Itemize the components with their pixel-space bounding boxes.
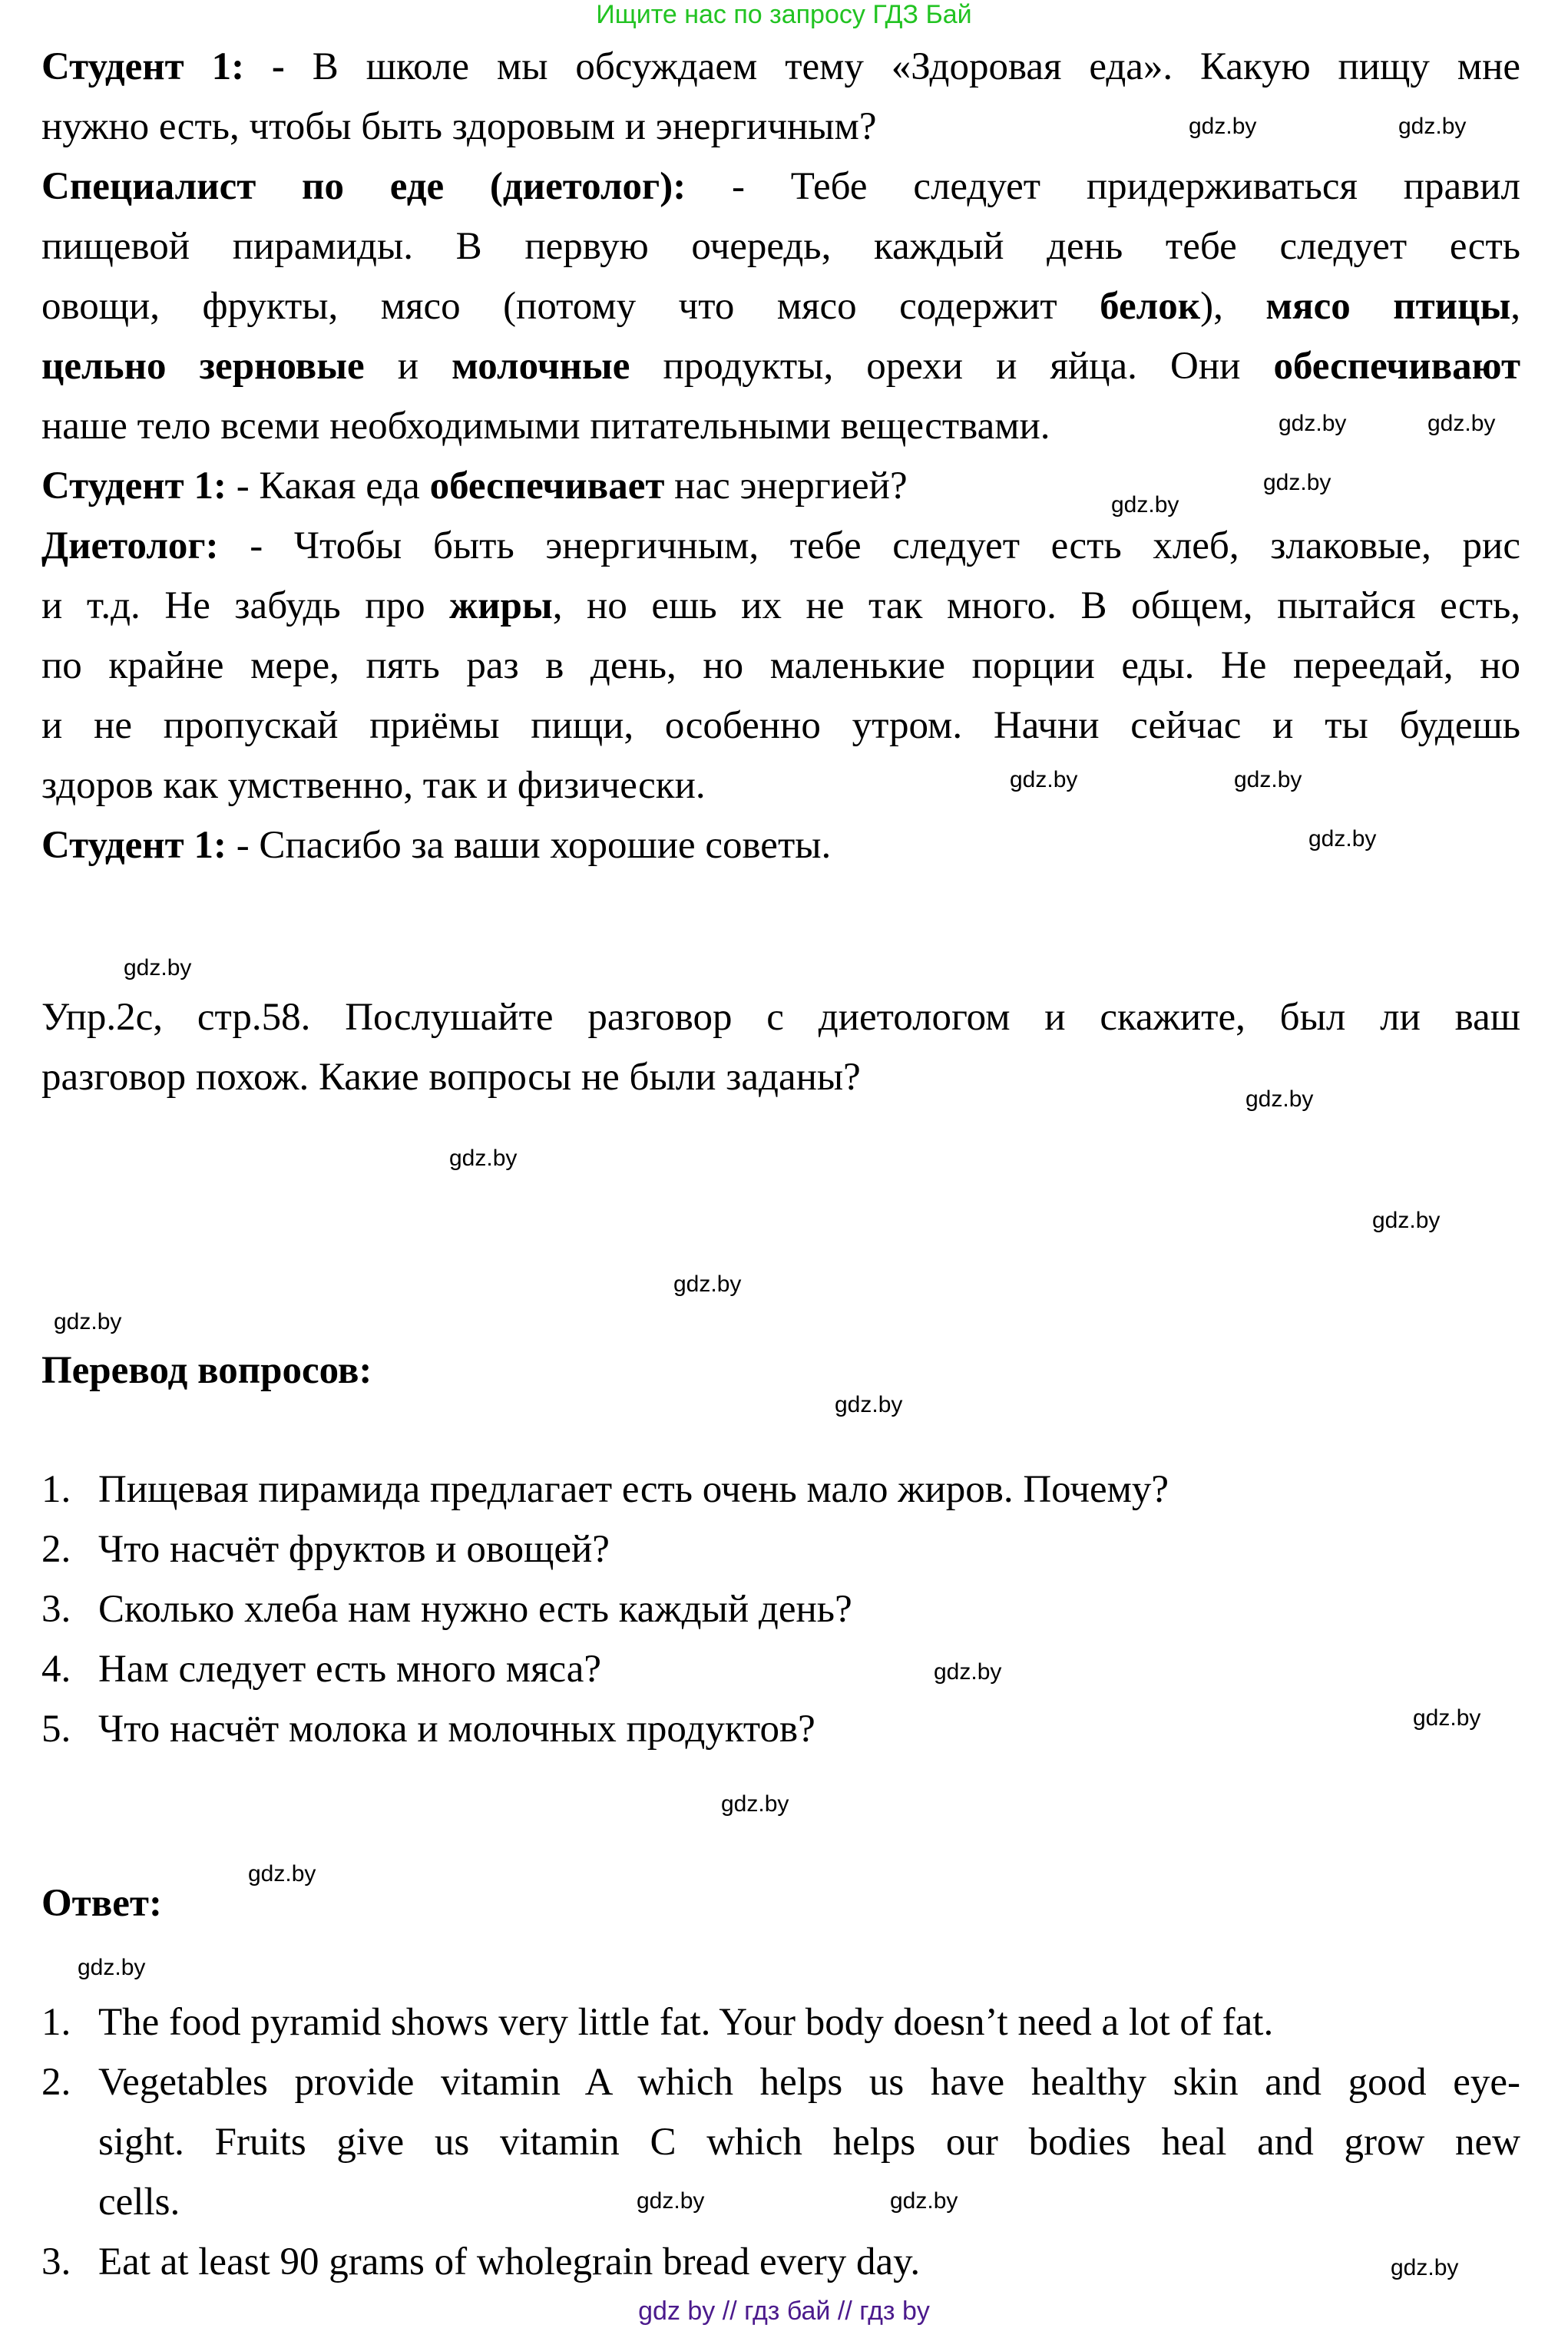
- text-line: [41, 157, 1520, 217]
- watermark-text: gdz.by: [890, 2188, 958, 2214]
- bold-text: Студент 1:: [41, 824, 227, 867]
- bold-text: Диетолог:: [41, 524, 219, 567]
- text-segment: ),: [1200, 285, 1266, 328]
- text-line: [41, 217, 1520, 276]
- text-segment: продукты, орехи и яйца. Они: [630, 345, 1274, 388]
- item-text: sight. Fruits give us vitamin C which helps our bodies heal and grow new: [98, 2121, 1520, 2164]
- watermark-text: gdz.by: [1398, 114, 1467, 139]
- text-line: [41, 987, 1520, 1047]
- text-segment: ,: [1510, 285, 1521, 328]
- answer-item: [41, 2052, 1520, 2232]
- text-segment: овощи, фрукты, мясо (потому что мясо содержит: [41, 285, 1100, 328]
- text-segment: - Тебе следует придерживаться правил: [686, 165, 1520, 208]
- watermark-text: gdz.by: [1308, 826, 1377, 852]
- answers-heading: Ответ:: [41, 1882, 162, 1925]
- text-line: [41, 336, 1520, 396]
- question-item: [41, 1699, 1520, 1759]
- watermark-text: gdz.by: [1010, 767, 1078, 792]
- bold-text: Студент 1:: [41, 465, 227, 508]
- text-segment: здоров как умственно, так и физически.: [41, 764, 706, 807]
- text-line: [41, 516, 1520, 576]
- text-segment: нас энергией?: [664, 465, 908, 508]
- text-segment: и т.д. Не забудь про: [41, 584, 450, 627]
- dialog-text: [41, 37, 1520, 875]
- item-number: 2.: [41, 2061, 71, 2104]
- item-text: Что насчёт молока и молочных продуктов?: [98, 1708, 815, 1751]
- item-text: Пищевая пирамида предлагает есть очень мало жиров. Почему?: [98, 1468, 1169, 1511]
- text-segment: пищевой пирамиды. В первую очередь, каждый день тебе следует есть: [41, 225, 1520, 268]
- questions-section: [41, 1341, 1520, 1400]
- item-text: The food pyramid shows very little fat. Your body doesn’t need a lot of fat.: [98, 2001, 1274, 2044]
- watermark-text: gdz.by: [835, 1392, 903, 1417]
- item-number: 3.: [41, 2240, 71, 2283]
- text-segment: по крайне мере, пять раз в день, но маленькие порции еды. Не переедай, но: [41, 644, 1520, 687]
- bold-text: белок: [1100, 285, 1201, 328]
- answer-item: [41, 2232, 1520, 2292]
- watermark-text: gdz.by: [124, 955, 192, 980]
- item-number: 1.: [41, 2001, 71, 2044]
- text-line: [41, 576, 1520, 636]
- text-segment: - Какая еда: [226, 465, 430, 508]
- watermark-text: gdz.by: [54, 1309, 122, 1334]
- watermark-text: gdz.by: [934, 1659, 1002, 1685]
- item-text: Что насчёт фруктов и овощей?: [98, 1528, 610, 1571]
- bold-text: цельно зерновые: [41, 345, 365, 388]
- answers-list: [41, 1992, 1520, 2292]
- question-item: [41, 1639, 1520, 1699]
- item-text: Сколько хлеба нам нужно есть каждый день?: [98, 1588, 852, 1631]
- text-segment: нужно есть, чтобы быть здоровым и энергичным?: [41, 105, 877, 148]
- watermark-text: gdz.by: [1245, 1086, 1314, 1112]
- site-banner: Ищите нас по запросу ГДЗ Бай: [596, 0, 972, 29]
- item-text: Vegetables provide vitamin A which helps us have healthy skin and good eye-: [98, 2061, 1520, 2104]
- footer-links: gdz by // гдз бай // гдз by: [638, 2297, 930, 2326]
- bold-text: обеспечивает: [429, 465, 665, 508]
- text-segment: - Спасибо за ваши хорошие советы.: [226, 824, 832, 867]
- question-item: [41, 1460, 1520, 1519]
- watermark-text: gdz.by: [78, 1955, 146, 1980]
- questions-heading: Перевод вопросов:: [41, 1349, 372, 1392]
- bold-text: молочные: [452, 345, 630, 388]
- watermark-text: gdz.by: [1391, 2255, 1459, 2280]
- item-number: 3.: [41, 1588, 71, 1631]
- text-segment: , но ешь их не так много. В общем, пытайся есть,: [552, 584, 1520, 627]
- text-segment: Упр.2с, стр.58. Послушайте разговор с диетологом и скажите, был ли ваш: [41, 996, 1520, 1039]
- item-number: 1.: [41, 1468, 71, 1511]
- text-line: [41, 276, 1520, 336]
- text-line: [41, 696, 1520, 756]
- watermark-text: gdz.by: [1413, 1705, 1481, 1731]
- watermark-text: gdz.by: [637, 2188, 705, 2214]
- bold-text: обеспечивают: [1273, 345, 1520, 388]
- text-segment: и не пропускай приёмы пищи, особенно утром. Начни сейчас и ты будешь: [41, 704, 1520, 747]
- watermark-text: gdz.by: [1427, 411, 1496, 436]
- text-line: [41, 636, 1520, 696]
- text-segment: - Чтобы быть энергичным, тебе следует есть хлеб, злаковые, рис: [218, 524, 1520, 567]
- item-text: Нам следует есть много мяса?: [98, 1648, 602, 1691]
- text-segment: и: [364, 345, 452, 388]
- question-item: [41, 1579, 1520, 1639]
- item-number: 4.: [41, 1648, 71, 1691]
- bold-text: Студент 1: -: [41, 45, 285, 88]
- item-text: cells.: [98, 2181, 180, 2224]
- watermark-text: gdz.by: [449, 1146, 518, 1171]
- text-line: [41, 815, 1520, 875]
- questions-list: [41, 1460, 1520, 1759]
- watermark-text: gdz.by: [721, 1791, 789, 1817]
- bold-text: мясо птицы: [1265, 285, 1511, 328]
- watermark-text: gdz.by: [248, 1861, 316, 1887]
- bold-text: жиры: [449, 584, 553, 627]
- text-segment: наше тело всеми необходимыми питательными веществами.: [41, 405, 1050, 448]
- watermark-text: gdz.by: [1263, 470, 1331, 495]
- watermark-text: gdz.by: [1234, 767, 1302, 792]
- bold-text: Специалист по еде (диетолог):: [41, 165, 686, 208]
- answer-item: [41, 1992, 1520, 2052]
- watermark-text: gdz.by: [1279, 411, 1347, 436]
- watermark-text: gdz.by: [1111, 492, 1179, 518]
- watermark-text: gdz.by: [673, 1271, 742, 1297]
- item-number: 5.: [41, 1708, 71, 1751]
- item-number: 2.: [41, 1528, 71, 1571]
- text-segment: В школе мы обсуждаем тему «Здоровая еда». Какую пищу мне: [284, 45, 1520, 88]
- text-line: [41, 37, 1520, 97]
- item-text: Eat at least 90 grams of wholegrain bread every day.: [98, 2240, 921, 2283]
- watermark-text: gdz.by: [1189, 114, 1257, 139]
- text-line: [41, 97, 1520, 157]
- text-segment: разговор похож. Какие вопросы не были заданы?: [41, 1056, 861, 1099]
- watermark-text: gdz.by: [1372, 1208, 1441, 1233]
- question-item: [41, 1519, 1520, 1579]
